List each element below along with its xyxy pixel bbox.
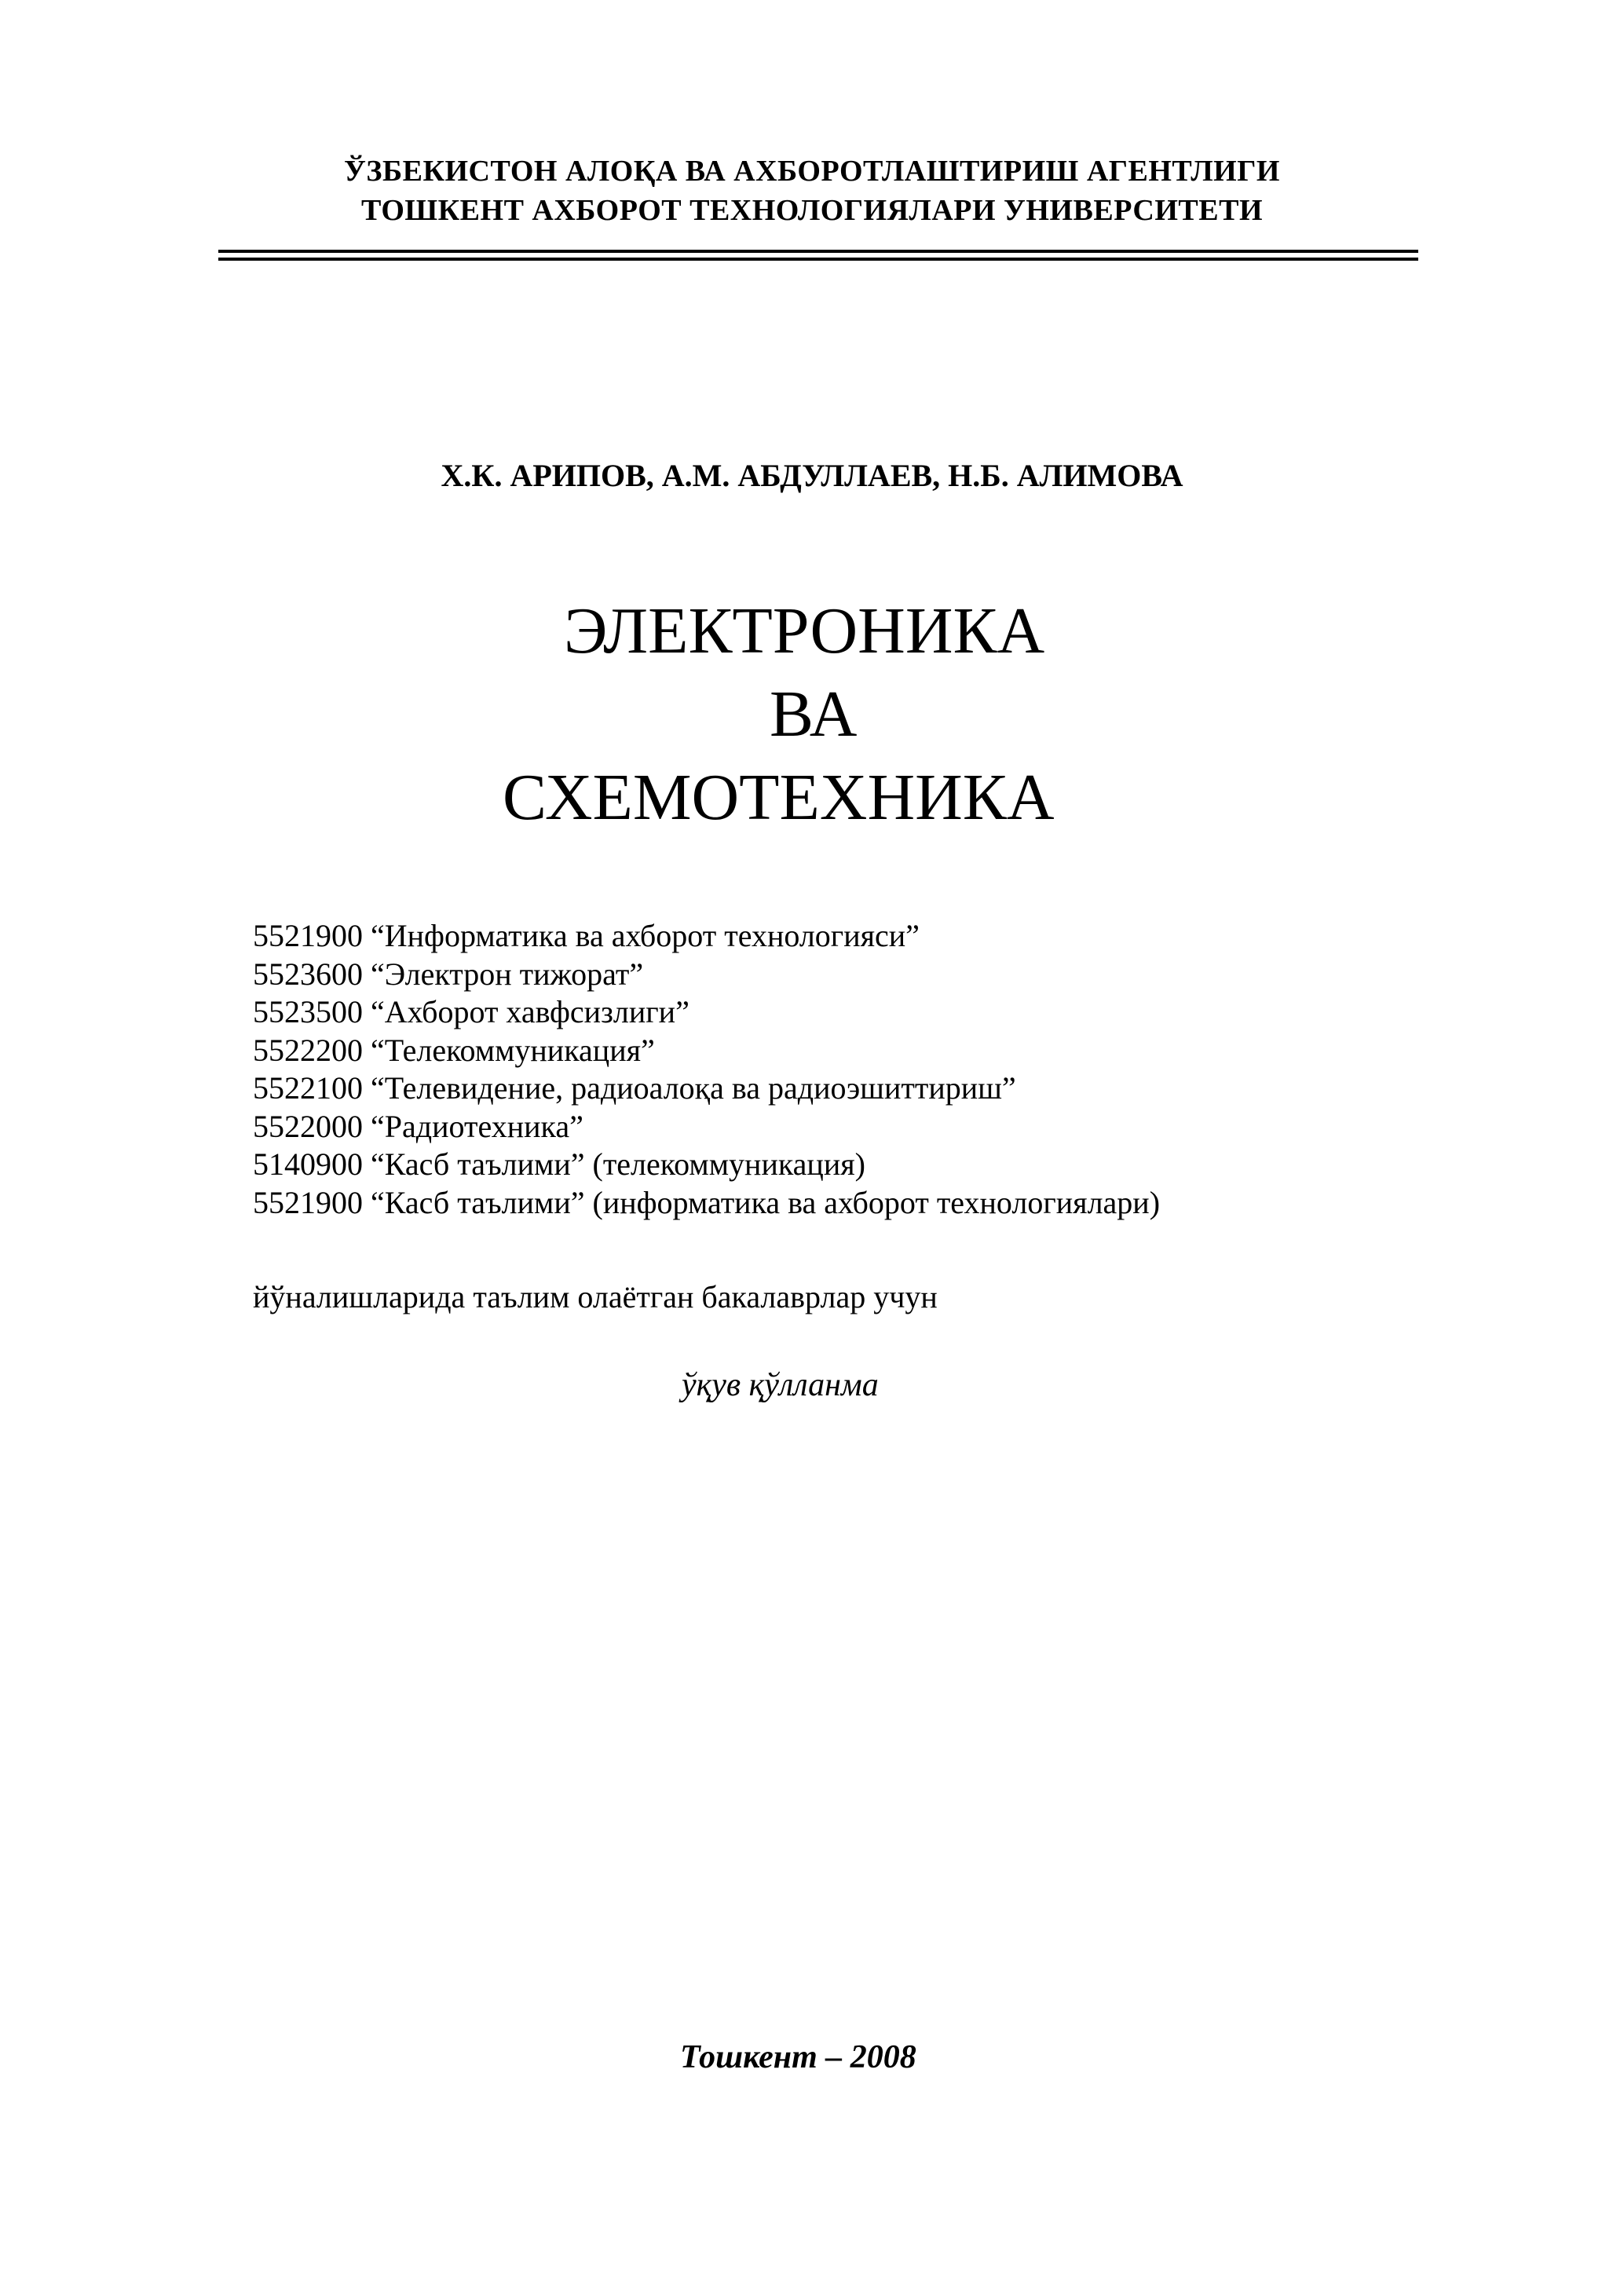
program-item: 5522100 “Телевидение, радиоалоқа ва радиоэшиттириш” <box>253 1070 1016 1106</box>
place-and-year: Тошкент – 2008 <box>680 2039 916 2075</box>
header-divider-top <box>218 250 1418 253</box>
header-divider-bottom <box>218 258 1418 261</box>
program-item: 5140900 “Касб таълими” (телекоммуникация) <box>253 1146 865 1182</box>
program-item: 5522000 “Радиотехника” <box>253 1108 583 1144</box>
agency-name: ЎЗБЕКИСТОН АЛОҚА ВА АХБОРОТЛАШТИРИШ АГЕНТЛИГИ <box>344 155 1280 188</box>
program-item: 5521900 “Информатика ва ахборот технологияси” <box>253 918 920 953</box>
book-title-line-2: ВА <box>770 678 858 751</box>
authors: Х.К. АРИПОВ, А.М. АБДУЛЛАЕВ, Н.Б. АЛИМОВА <box>441 458 1183 493</box>
program-item: 5521900 “Касб таълими” (информатика ва ахборот технологиялари) <box>253 1184 1161 1220</box>
program-item: 5522200 “Телекоммуникация” <box>253 1032 655 1068</box>
document-type: ўқув қўлланма <box>682 1367 879 1403</box>
program-item: 5523600 “Электрон тижорат” <box>253 956 644 992</box>
program-item: 5523500 “Ахборот хавфсизлиги” <box>253 994 689 1029</box>
audience-note: йўналишларида таълим олаётган бакалаврлар учун <box>253 1279 938 1314</box>
program-list <box>253 917 1160 1222</box>
university-name: ТОШКЕНТ АХБОРОТ ТЕХНОЛОГИЯЛАРИ УНИВЕРСИТЕТИ <box>360 194 1264 227</box>
book-title-line-1: ЭЛЕКТРОНИКА <box>564 594 1045 667</box>
book-title-line-3: СХЕМОТЕХНИКА <box>503 761 1055 834</box>
